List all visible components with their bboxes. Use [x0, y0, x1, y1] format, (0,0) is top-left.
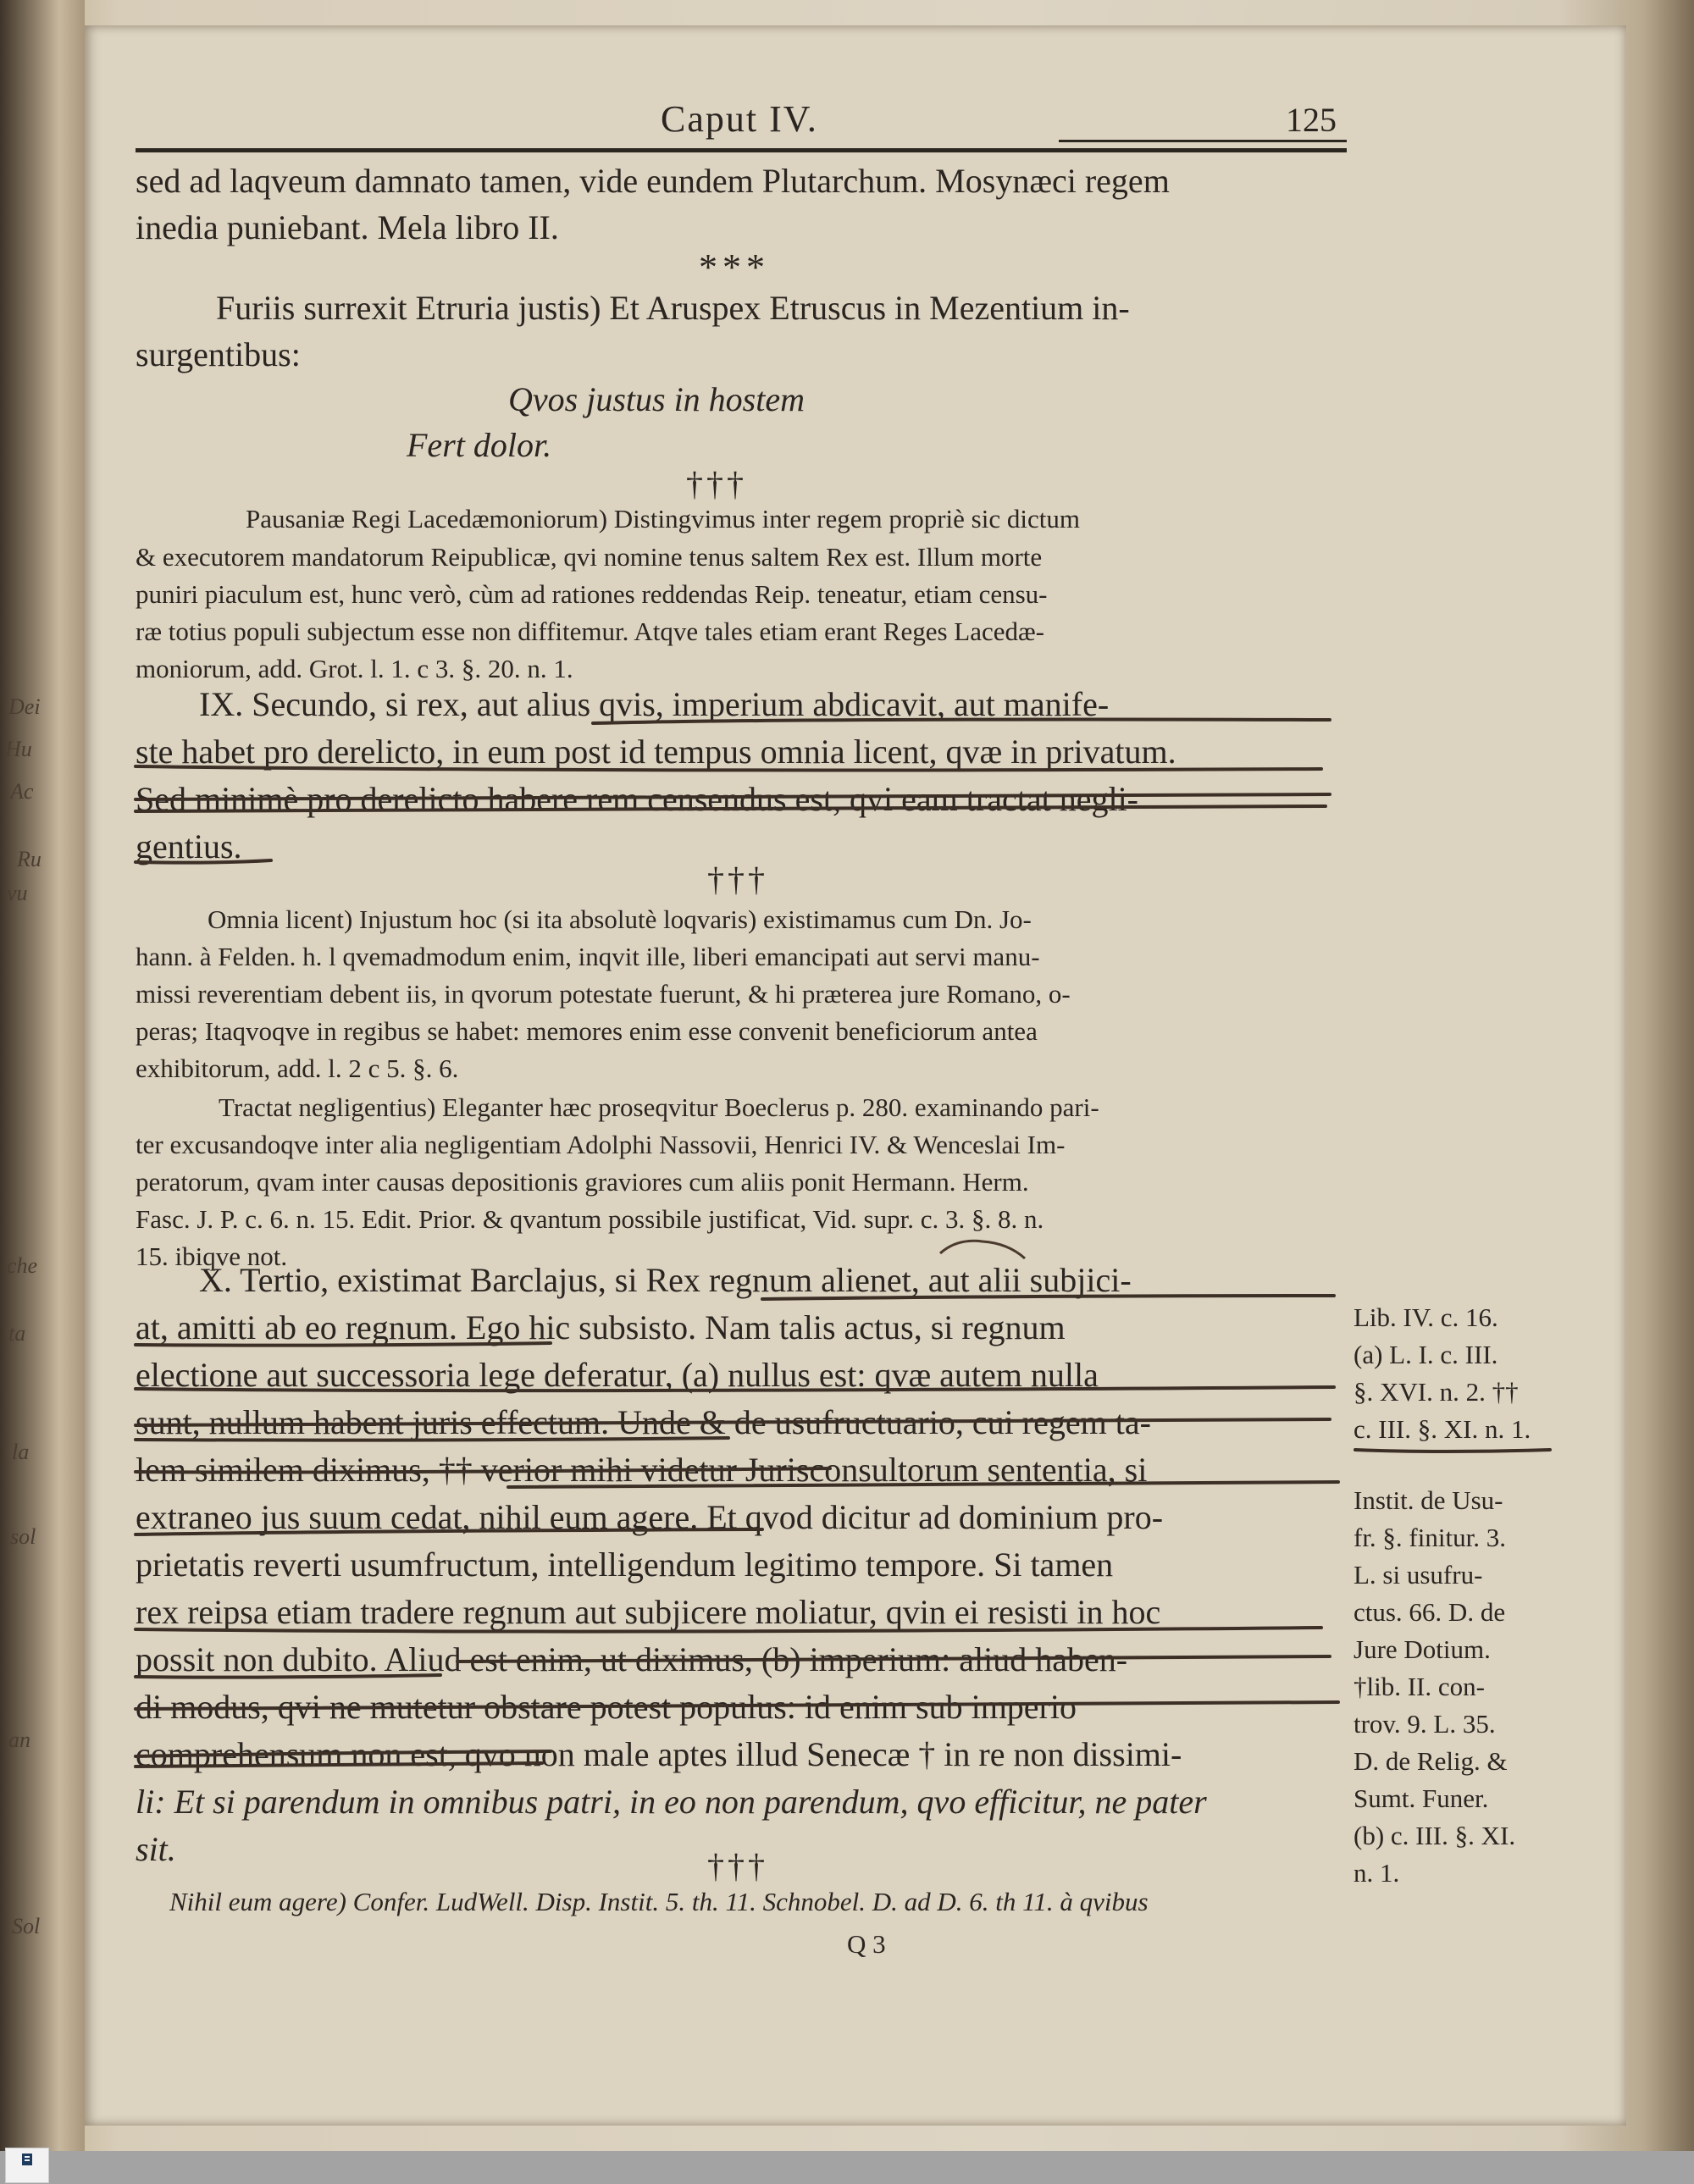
note-marker: †††	[707, 1847, 768, 1885]
margin-note: (a) L. I. c. III.	[1354, 1340, 1498, 1369]
text-line: Sed minimè pro derelicto habere rem censendus est, qvi eam tractat negli-	[136, 780, 1139, 818]
text-line: li: Et si parendum in omnibus patri, in eo non parendum, qvo efficitur, ne pater	[136, 1783, 1207, 1821]
text-line: lem similem diximus, †† verior mihi videtur Jurisconsultorum sententia, si	[136, 1451, 1148, 1489]
text-line: electione aut successoria lege deferatur, (a) nullus est: qvæ autem nulla	[136, 1356, 1099, 1394]
note-line: peras; Itaqvoqve in regibus se habet: memores enim esse convenit beneficiorum antea	[136, 1016, 1038, 1046]
note-line: ræ totius populi subjectum esse non diffitemur. Atqve tales etiam erant Reges Lacedæ-	[136, 616, 1044, 646]
handwriting-trace: Hu	[5, 737, 32, 761]
text-line: X. Tertio, existimat Barclajus, si Rex regnum alienet, aut alii subjici-	[199, 1261, 1132, 1299]
note-line: Fasc. J. P. c. 6. n. 15. Edit. Prior. & qvantum possibile justificat, Vid. supr. c. 3. §. 8. n.	[136, 1204, 1044, 1234]
note-line: moniorum, add. Grot. l. 1. c 3. §. 20. n. 1.	[136, 654, 573, 683]
text-line: Furiis surrexit Etruria justis) Et Aruspex Etruscus in Mezentium in-	[216, 289, 1130, 327]
margin-note: Instit. de Usu-	[1354, 1485, 1503, 1515]
note-line: peratorum, qvam inter causas depositionis graviores cum aliis ponit Hermann. Herm.	[136, 1167, 1029, 1197]
note-line: Omnia licent) Injustum hoc (si ita absolutè loqvaris) existimamus cum Dn. Jo-	[208, 904, 1032, 934]
note-marker: †††	[707, 860, 768, 898]
quotation-line: Fert dolor.	[407, 426, 552, 464]
note-line: Tractat negligentius) Eleganter hæc prosеqvitur Boeclerus p. 280. examinando pari-	[219, 1092, 1099, 1122]
margin-note: trov. 9. L. 35.	[1354, 1709, 1496, 1739]
margin-note: fr. §. finitur. 3.	[1354, 1523, 1506, 1552]
note-line: puniri piaculum est, hunc verò, cùm ad rationes reddendas Reip. teneatur, etiam censu-	[136, 579, 1048, 609]
text-line: IX. Secundo, si rex, aut alius qvis, imperium abdicavit, aut manife-	[199, 685, 1110, 723]
margin-note: Jure Dotium.	[1354, 1634, 1491, 1664]
text-line: sed ad laqveum damnato tamen, vide eundem Plutarchum. Mosynæci regem	[136, 162, 1170, 200]
note-line: missi reverentiam debent iis, in qvorum potestate fuerunt, & hi præterea jure Romano, o-	[136, 979, 1071, 1009]
note-line: 15. ibiqve not.	[136, 1241, 288, 1271]
text-line: ste habet pro derelicto, in eum post id tempus omnia licent, qvæ in privatum.	[136, 733, 1176, 771]
text-line: di modus, qvi ne mutetur obstare potest populus: id enim sub imperio	[136, 1688, 1077, 1726]
note-line: Nihil eum agere) Confer. LudWell. Disp. Instit. 5. th. 11. Schnobel. D. ad D. 6. th 11. à qvibus	[169, 1887, 1149, 1916]
handwriting-trace: che	[7, 1253, 38, 1278]
text-line: extraneo jus suum cedat, nihil eum agere. Et qvod dicitur ad dominium pro-	[136, 1498, 1164, 1536]
text-line: at, amitti ab eo regnum. Ego hic subsisto. Nam talis actus, si regnum	[136, 1308, 1066, 1346]
handwriting-trace: Ac	[10, 779, 34, 804]
margin-note: n. 1.	[1354, 1858, 1400, 1888]
note-line: exhibitorum, add. l. 2 c 5. §. 6.	[136, 1053, 459, 1083]
text-line: possit non dubito. Aliud est enim, ut diximus, (b) imperium: aliud haben-	[136, 1640, 1128, 1678]
margin-note: Lib. IV. c. 16.	[1354, 1302, 1498, 1332]
quotation-line: Qvos justus in hostem	[508, 380, 805, 418]
handwriting-trace: la	[12, 1440, 30, 1464]
note-line: & executorem mandatorum Reipublicæ, qvi nomine tenus saltem Rex est. Illum morte	[136, 542, 1043, 572]
text-line: sit.	[136, 1830, 176, 1868]
margin-note: Sumt. Funer.	[1354, 1783, 1489, 1813]
text-line: gentius.	[136, 827, 242, 865]
margin-note: †lib. II. con-	[1354, 1672, 1485, 1701]
viewer-footer-bar	[0, 2151, 1694, 2184]
handwriting-trace: Sol	[12, 1914, 41, 1938]
text-line: inedia puniebant. Mela libro II.	[136, 208, 559, 246]
running-title: Caput IV.	[661, 98, 818, 140]
margin-note: §. XVI. n. 2. ††	[1354, 1377, 1519, 1407]
text-line: sunt, nullum habent juris effectum. Unde & de usufructuario, cui regem ta-	[136, 1403, 1151, 1441]
header-rule-accent	[1059, 140, 1347, 142]
header-rule	[136, 148, 1347, 152]
handwriting-trace: ta	[8, 1321, 26, 1346]
text-line: comprehensum non est, qvo non male aptes illud Senecæ † in re non dissimi-	[136, 1735, 1182, 1773]
note-line: hann. à Felden. h. l qvemadmodum enim, inqvit ille, liberi emancipati aut servi manu-	[136, 942, 1040, 971]
text-line: surgentibus:	[136, 335, 301, 373]
handwriting-trace: vu	[7, 881, 28, 905]
page-number: 125	[1286, 101, 1337, 139]
handwriting-trace: Dei	[8, 694, 41, 719]
previous-page-edge	[0, 0, 85, 2151]
margin-note: L. si usufru-	[1354, 1560, 1483, 1590]
note-line: Pausaniæ Regi Lacedæmoniorum) Distingvimus inter regem propriè sic dictum	[246, 504, 1080, 534]
library-logo	[5, 2148, 49, 2183]
section-ornament: ***	[699, 246, 770, 288]
margin-note: (b) c. III. §. XI.	[1354, 1821, 1516, 1850]
library-logo-icon	[19, 2152, 35, 2167]
margin-note: D. de Relig. &	[1354, 1746, 1508, 1776]
note-line: ter excusandoqve inter alia negligentiam Adolphi Nassovii, Henrici IV. & Wenceslai Im-	[136, 1130, 1066, 1159]
text-line: prietatis reverti usumfructum, intelligendum legitimo tempore. Si tamen	[136, 1545, 1114, 1584]
handwriting-trace: an	[8, 1728, 30, 1752]
text-line: rex reipsa etiam tradere regnum aut subjicere moliatur, qvin ei resisti in hoc	[136, 1593, 1161, 1631]
catchword-signature: Q 3	[847, 1929, 886, 1959]
handwriting-trace: sol	[10, 1524, 36, 1549]
handwriting-trace: Ru	[17, 847, 42, 871]
margin-note: ctus. 66. D. de	[1354, 1597, 1506, 1627]
note-marker: †††	[686, 465, 747, 503]
margin-note: c. III. §. XI. n. 1.	[1354, 1414, 1531, 1444]
